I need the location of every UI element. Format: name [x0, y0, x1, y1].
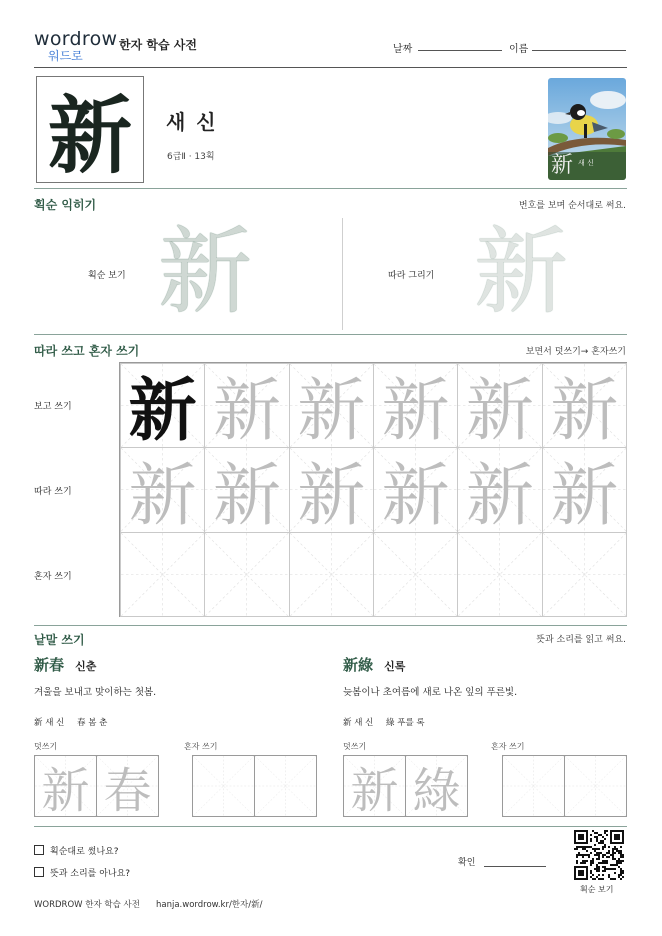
word-trace-cell[interactable]: 新 — [34, 755, 97, 817]
word-hangul: 신록 — [384, 660, 406, 673]
guide-lines — [458, 533, 541, 616]
word-self-cell[interactable] — [192, 755, 255, 817]
guide-lines — [290, 533, 373, 616]
self-label: 혼자 쓰기 — [491, 742, 525, 751]
guide-lines — [374, 533, 457, 616]
writing-cell[interactable]: 新 — [204, 363, 289, 448]
stroke-section-divider — [34, 334, 627, 335]
checkbox[interactable] — [34, 845, 44, 855]
part-char: 春 — [77, 718, 86, 728]
words-section-hint: 뜻과 소리를 읽고 써요. — [536, 635, 626, 645]
word-trace-cell[interactable]: 春 — [96, 755, 159, 817]
logo-bottom: 워드로 — [48, 49, 83, 63]
trace-label: 덧쓰기 — [34, 742, 58, 751]
checklist-item-1[interactable] — [34, 844, 119, 857]
part-reading: 새 신 — [354, 718, 374, 728]
info-divider — [34, 188, 627, 189]
grid-section-divider — [34, 625, 627, 626]
word-trace-cell[interactable]: 綠 — [405, 755, 468, 817]
writing-cell[interactable] — [204, 532, 289, 617]
checklist-item-2[interactable] — [34, 866, 130, 879]
word-meaning: 늦봄이나 초여름에 새로 나온 잎의 푸른빛. — [343, 687, 518, 698]
word-self-cell[interactable] — [254, 755, 317, 817]
part-reading: 새 신 — [45, 718, 65, 728]
logo — [34, 28, 118, 63]
word-parts — [343, 716, 425, 728]
writing-cell[interactable]: 新 — [204, 447, 289, 532]
row-label-self: 혼자 쓰기 — [34, 572, 72, 582]
date-field[interactable] — [418, 50, 502, 51]
guide-lines — [565, 756, 626, 816]
writing-cell[interactable]: 新 — [542, 447, 627, 532]
footer-url[interactable]: hanja.wordrow.kr/한자/新/ — [156, 900, 263, 910]
checklist-text: 뜻과 소리를 아나요? — [50, 869, 131, 879]
word-hanja: 新春 — [34, 656, 65, 674]
writing-cell[interactable] — [120, 532, 205, 617]
guide-lines — [503, 756, 564, 816]
word-trace-cell[interactable]: 新 — [343, 755, 406, 817]
words-section-divider — [34, 826, 627, 827]
model-cell: 新 — [120, 363, 205, 448]
guide-lines — [543, 533, 626, 616]
word-meaning: 겨울을 보내고 맞이하는 첫봄. — [34, 687, 157, 698]
trace-label: 덧쓰기 — [343, 742, 367, 751]
stroke-section-hint: 번호를 보며 순서대로 써요. — [518, 201, 626, 211]
stroke-divider — [342, 218, 343, 330]
writing-cell[interactable]: 新 — [542, 363, 627, 448]
word-parts — [34, 716, 107, 728]
confirm-label: 확인 — [458, 858, 476, 868]
part-char: 綠 — [386, 718, 395, 728]
guide-lines — [255, 756, 316, 816]
thumb-reading: 새 신 — [578, 159, 594, 167]
words-section-title: 낱말 쓰기 — [34, 633, 85, 647]
name-field[interactable] — [532, 50, 626, 51]
qr-code-icon — [574, 830, 624, 880]
thumb-char: 新 — [551, 153, 574, 178]
part-char: 新 — [343, 718, 352, 728]
word-hanja: 新綠 — [343, 656, 374, 674]
writing-cell[interactable]: 新 — [373, 447, 458, 532]
part-reading: 봄 춘 — [88, 718, 108, 728]
row-label-trace: 따라 쓰기 — [34, 487, 72, 497]
guide-lines — [193, 756, 254, 816]
self-label: 혼자 쓰기 — [184, 742, 218, 751]
qr-code[interactable] — [574, 830, 624, 880]
word-self-cell[interactable] — [502, 755, 565, 817]
main-hanja-box — [36, 76, 144, 183]
writing-cell[interactable] — [542, 532, 627, 617]
hanja-grade: 6급Ⅱ · 13획 — [167, 152, 215, 162]
part-reading: 푸를 록 — [397, 718, 425, 728]
hanja-reading: 새 신 — [166, 110, 218, 134]
guide-lines — [121, 533, 204, 616]
row-label-see: 보고 쓰기 — [34, 402, 72, 412]
footer-brand: WORDROW 한자 학습 사전 — [34, 900, 140, 910]
stroke-view-label: 획순 보기 — [88, 271, 126, 281]
stroke-trace-hanja[interactable]: 新 — [474, 218, 569, 327]
word-hangul: 신춘 — [75, 660, 97, 673]
name-label: 이름 — [509, 44, 529, 55]
confirm-field[interactable] — [484, 866, 546, 867]
writing-cell[interactable]: 新 — [373, 363, 458, 448]
writing-cell[interactable] — [457, 532, 542, 617]
stroke-trace-label: 따라 그리기 — [388, 271, 435, 281]
writing-cell[interactable]: 新 — [120, 447, 205, 532]
writing-cell[interactable] — [289, 532, 374, 617]
checkbox[interactable] — [34, 867, 44, 877]
guide-lines — [205, 533, 288, 616]
stroke-order-hanja: 新 — [158, 218, 253, 327]
writing-section-hint: 보면서 덧쓰기→ 혼자쓰기 — [525, 347, 626, 357]
header-divider — [34, 67, 627, 68]
checklist-text: 획순대로 썼나요? — [50, 847, 119, 857]
writing-section-title: 따라 쓰고 혼자 쓰기 — [34, 344, 140, 358]
stroke-section-title: 획순 익히기 — [34, 198, 97, 212]
writing-cell[interactable] — [373, 532, 458, 617]
writing-grid — [119, 362, 627, 617]
page-title: 한자 학습 사전 — [119, 38, 197, 52]
writing-cell[interactable]: 新 — [289, 447, 374, 532]
logo-top: wordrow — [34, 28, 118, 50]
date-label: 날짜 — [393, 44, 413, 55]
bird-illustration — [548, 78, 626, 180]
qr-caption: 획순 보기 — [580, 885, 614, 894]
part-char: 新 — [34, 718, 43, 728]
word-self-cell[interactable] — [564, 755, 627, 817]
main-hanja: 新 — [47, 86, 132, 185]
writing-cell[interactable]: 新 — [457, 447, 542, 532]
writing-cell[interactable]: 新 — [457, 363, 542, 448]
writing-cell[interactable]: 新 — [289, 363, 374, 448]
